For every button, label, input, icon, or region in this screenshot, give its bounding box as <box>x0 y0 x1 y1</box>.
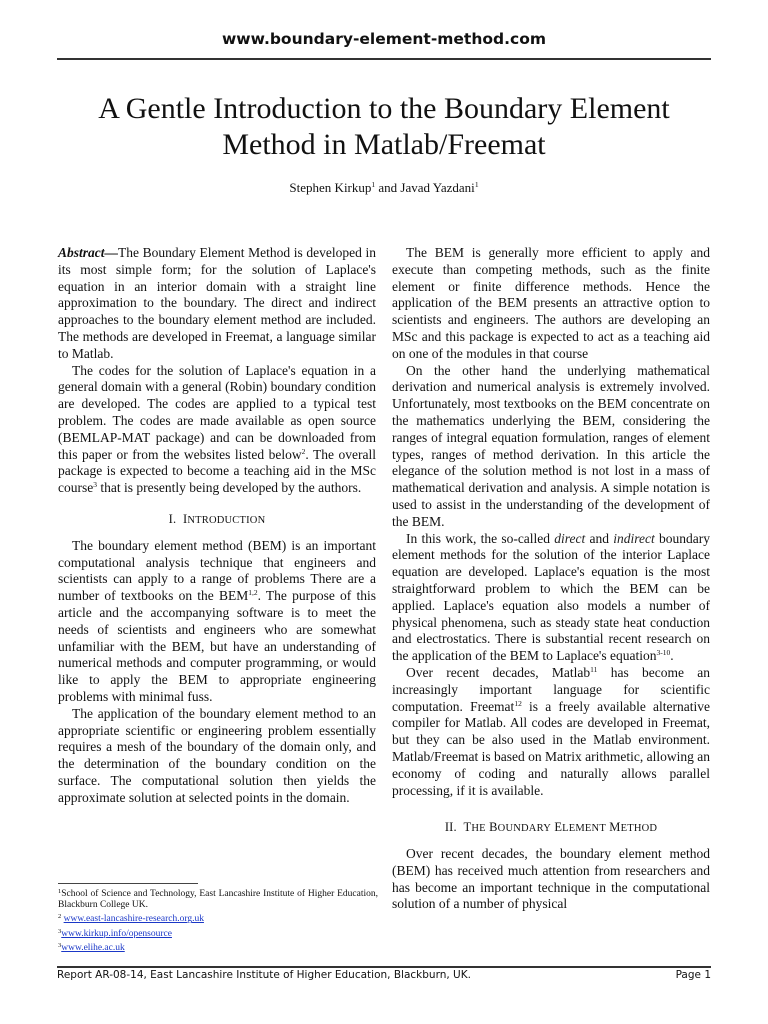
footnotes <box>58 886 378 954</box>
body-text: and <box>585 530 614 546</box>
footnote-marker: 3 <box>58 941 62 949</box>
abstract-dash: — <box>104 245 119 260</box>
abstract-label: Abstract <box>58 245 105 260</box>
footnote-ref[interactable]: 11 <box>590 664 598 674</box>
footnote-ref[interactable]: 12 <box>514 698 522 708</box>
term-direct: direct <box>554 530 586 546</box>
citation-ref[interactable]: 1,2 <box>248 588 258 598</box>
footnote-link[interactable]: www.east-lancashire-research.org.uk <box>63 914 204 925</box>
body-text: has become an increasingly important language for scientific computation. Freemat <box>392 664 710 714</box>
intro-paragraph-2: The application of the boundary element method to an appropriate scientific or engineering problem essentially requires a mesh of the boundary of the domain only, and the determination of the boundary condition on the surface. The computational solution then yields the approximate solution at selected points in the domain. <box>58 705 376 805</box>
heading-smallcaps: ETHOD <box>620 823 658 835</box>
abstract-text: The Boundary Element Method is developed in its most simple form; for the solution of Laplace's equation in an interior domain with a straight line approximation to the boundary. The direct and indirect approaches to the boundary element method are included. The methods are developed in Freemat, a language similar to Matlab. <box>58 245 376 361</box>
section-numeral: II. <box>444 820 457 835</box>
author-affil-sup: 1 <box>474 180 479 189</box>
footnote-2 <box>58 911 378 925</box>
heading-cap: T <box>463 820 472 835</box>
right-paragraph-3 <box>392 531 710 665</box>
footnote-ref[interactable]: 3 <box>93 480 97 490</box>
footnote-marker: 3 <box>58 927 62 935</box>
body-text: is a freely available alternative compiler for Matlab. All codes are developed in Freemat, but they can be also used in the Matlab environment. Matlab/Freemat is based on Matrix arithmetic, allowing an economy of coding and naturally allows parallel processing, if it is available. <box>392 698 710 798</box>
body-text: . <box>670 648 674 664</box>
heading-cap: M <box>609 820 621 835</box>
heading-smallcaps: LEMENT <box>562 823 606 835</box>
heading-cap: I <box>182 511 188 526</box>
abstract-p2-text: The codes for the solution of Laplace's equation in a general domain with a general (Robin) boundary condition are developed. The codes are applied to a typical test problem. The codes are made available as open source (BEMLAP-MAT package) and can be downloaded from this paper or from the websites listed below <box>58 362 376 462</box>
abstract-paragraph <box>58 245 376 363</box>
author-kirkup: Stephen Kirkup <box>289 180 372 195</box>
header-rule <box>57 58 711 60</box>
footer-page-number: Page 1 <box>675 969 711 981</box>
footnote-link[interactable]: www.kirkup.info/opensource <box>61 928 172 939</box>
term-indirect: indirect <box>613 530 655 546</box>
right-paragraph-2: On the other hand the underlying mathematical derivation and numerical analysis is extremely involved. Unfortunately, most textbooks on the BEM concentrate on the mathematics underlying the BEM, considering the ranges of integral equation formulation, ranges of element types, ranges of method derivation. In this article the elegance of the solution method is not lost in a mass of mathematical derivation and analysis. A simple notation is used to assist in the understanding of the development of the BEM. <box>392 362 710 529</box>
bem-paragraph-1: Over recent decades, the boundary element method (BEM) has received much attention from researchers and has become an important technique in the computational solution of a number of physical <box>392 846 710 912</box>
heading-smallcaps: NTRODUCTION <box>187 514 266 526</box>
footnote-1 <box>58 886 378 911</box>
body-text: boundary element methods for the solution of the interior Laplace equation are developed. Laplace's equation is the most straightforward problem to which the BEM can be applied. Laplace's equation also models a number of physical phenomena, such as steady state heat conduction and electrostatics. There is substantial recent research on the application of the BEM to Laplace's equation <box>392 530 710 664</box>
footnote-link[interactable]: www.elihe.ac.uk <box>61 942 125 953</box>
author-affil-sup: 1 <box>371 180 376 189</box>
paper-title <box>60 91 708 163</box>
footnote-ref[interactable]: 2 <box>301 446 306 456</box>
footnote-text: School of Science and Technology, East Lancashire Institute of Higher Education, Blackburn College UK. <box>58 889 378 911</box>
running-header-url[interactable]: www.boundary-element-method.com <box>221 30 546 48</box>
footnote-marker: 1 <box>58 888 62 895</box>
body-text: Over recent decades, Matlab <box>406 664 591 680</box>
section-heading-introduction <box>58 511 376 530</box>
footnote-marker: 2 <box>58 913 62 921</box>
heading-cap: B <box>489 820 498 835</box>
author-yazdani: Javad Yazdani <box>400 180 475 195</box>
heading-smallcaps: HE <box>471 823 486 835</box>
right-paragraph-4 <box>392 665 710 799</box>
section-heading-bem <box>392 819 710 838</box>
title-line-1: A Gentle Introduction to the Boundary Element <box>98 92 670 125</box>
author-and: and <box>375 180 401 195</box>
heading-cap: E <box>554 820 563 835</box>
footnote-rule <box>58 883 198 884</box>
author-line <box>0 180 768 196</box>
body-text: The boundary element method (BEM) is an important computational analysis technique that engineers and scientists can apply to a range of problems There are a number of textbooks on the BEM <box>58 537 376 604</box>
body-text: . The purpose of this article and the accompanying software is to meet the needs of scientists and engineers who are somewhat unfamiliar with the BEM, but have an understanding of numerical methods and computer programming, or would like to apply the BEM to appropriate engineering problems with minimal fuss. <box>58 588 376 704</box>
title-line-2: Method in Matlab/Freemat <box>222 128 546 161</box>
section-numeral: I. <box>168 511 177 526</box>
left-column <box>58 245 376 807</box>
footnote-4 <box>58 940 378 954</box>
footnote-3 <box>58 926 378 940</box>
abstract-p2-text: . The overall package is expected to become a teaching aid in the MSc course <box>58 446 376 496</box>
footer-report: Report AR-08-14, East Lancashire Institute of Higher Education, Blackburn, UK. <box>57 969 471 981</box>
right-paragraph-1: The BEM is generally more efficient to apply and execute than competing methods, such as the finite element or finite difference methods. Hence the application of the BEM presents an attractive option to scientists and engineers. The authors are developing an MSc and this package is expected to act as a teaching aid on one of the modules in that course <box>392 245 710 361</box>
abstract-paragraph-2 <box>58 363 376 497</box>
citation-ref[interactable]: 3-10 <box>656 648 671 658</box>
footer-rule <box>57 966 711 968</box>
abstract-p2-text: that is presently being developed by the authors. <box>96 480 362 496</box>
intro-paragraph-1 <box>58 538 376 706</box>
heading-smallcaps: OUNDARY <box>497 823 551 835</box>
body-text: In this work, the so-called <box>406 530 555 546</box>
right-column <box>392 245 710 913</box>
